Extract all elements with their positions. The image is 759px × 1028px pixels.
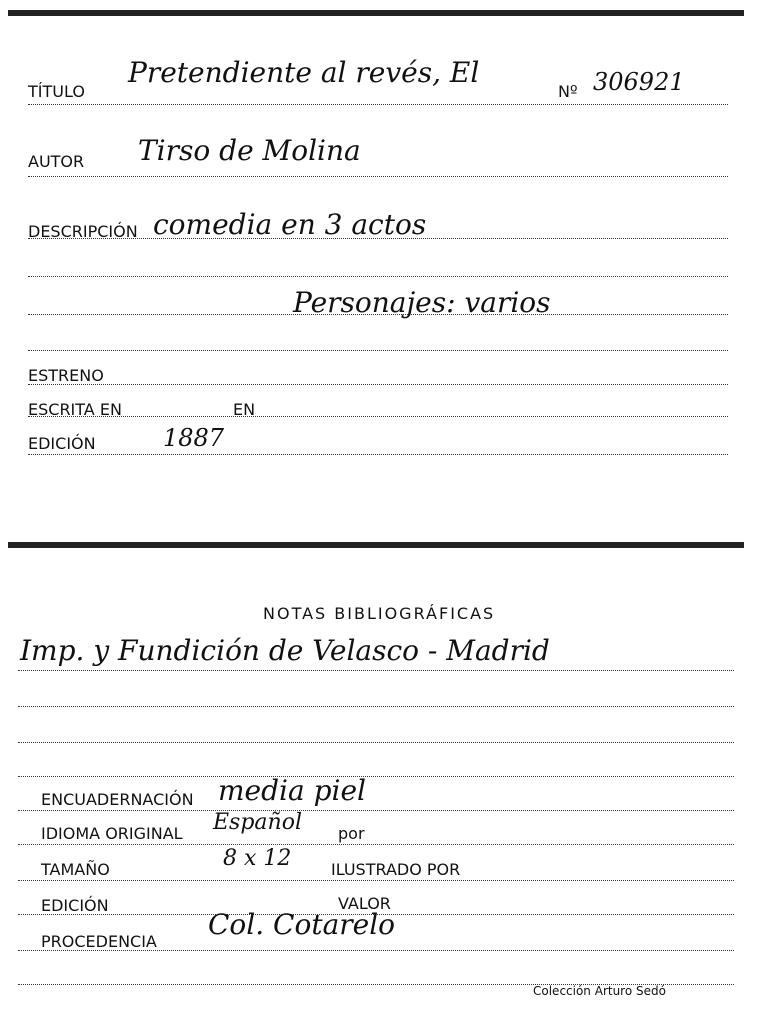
rule-line	[28, 384, 728, 385]
titulo-value: Pretendiente al revés, El	[128, 56, 480, 89]
catalog-card-2	[8, 542, 744, 1018]
rule-line	[28, 104, 728, 105]
estreno-label: ESTRENO	[28, 366, 104, 385]
rule-line	[28, 454, 728, 455]
escrita-en-label: ESCRITA EN	[28, 400, 122, 419]
titulo-label: TÍTULO	[28, 82, 85, 101]
autor-value: Tirso de Molina	[138, 134, 361, 167]
rule-line	[18, 880, 734, 881]
edicion-label: EDICIÓN	[28, 434, 96, 453]
catalog-card-1	[8, 10, 744, 494]
rule-line	[18, 670, 734, 671]
edicion-value: 1887	[163, 424, 225, 452]
personajes-value: Personajes: varios	[293, 286, 551, 319]
notas-value: Imp. y Fundición de Velasco - Madrid	[20, 634, 550, 667]
por-label: por	[338, 824, 365, 843]
procedencia-value: Col. Cotarelo	[208, 908, 396, 941]
numero-value: 306921	[593, 68, 685, 96]
numero-label: Nº	[558, 82, 578, 101]
rule-line	[28, 176, 728, 177]
rule-line	[18, 844, 734, 845]
en-label: EN	[233, 400, 256, 419]
encuadernacion-label: ENCUADERNACIÓN	[41, 790, 194, 809]
idioma-value: Español	[213, 810, 302, 835]
notas-heading: NOTAS BIBLIOGRÁFICAS	[263, 604, 496, 623]
rule-line	[18, 706, 734, 707]
idioma-label: IDIOMA ORIGINAL	[41, 824, 183, 843]
rule-line	[18, 810, 734, 811]
ilustrado-label: ILUSTRADO POR	[331, 860, 461, 879]
rule-line	[18, 776, 734, 777]
valor-label: VALOR	[338, 894, 391, 913]
rule-line	[28, 350, 728, 351]
tamano-value: 8 x 12	[223, 846, 292, 871]
procedencia-label: PROCEDENCIA	[41, 932, 157, 951]
collection-footer: Colección Arturo Sedó	[533, 984, 666, 998]
encuadernacion-value: media piel	[218, 774, 366, 807]
descripcion-label: DESCRIPCIÓN	[28, 222, 138, 241]
autor-label: AUTOR	[28, 152, 85, 171]
tamano-label: TAMAÑO	[41, 860, 110, 879]
rule-line	[28, 276, 728, 277]
edicion2-label: EDICIÓN	[41, 896, 109, 915]
descripcion-value: comedia en 3 actos	[153, 208, 427, 241]
rule-line	[18, 742, 734, 743]
rule-line	[28, 416, 728, 417]
